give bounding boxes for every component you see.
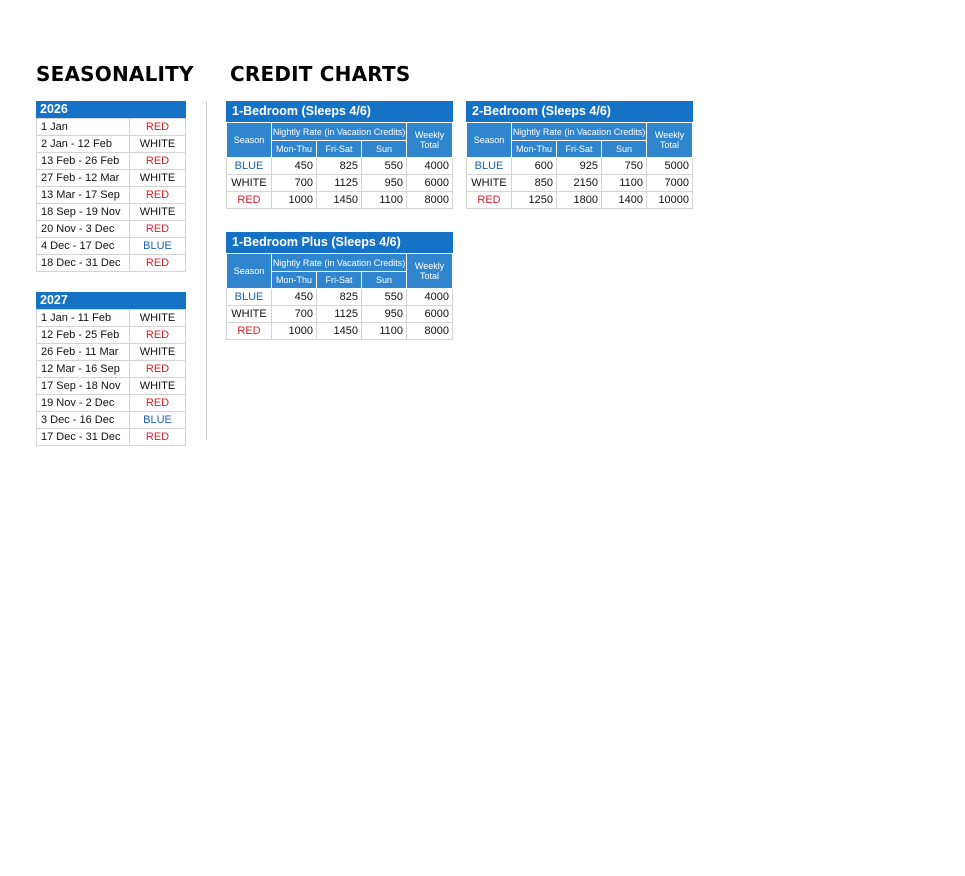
seasonality-year-header: 2027 bbox=[36, 292, 186, 309]
mon-thu-value: 600 bbox=[512, 158, 557, 175]
table-row bbox=[37, 395, 186, 412]
mon-thu-value: 850 bbox=[512, 175, 557, 192]
table-row bbox=[467, 175, 693, 192]
date-range: 27 Feb - 12 Mar bbox=[37, 170, 130, 187]
season-label: RED bbox=[130, 429, 186, 446]
season-label: WHITE bbox=[467, 175, 512, 192]
season-label: WHITE bbox=[130, 170, 186, 187]
season-label: RED bbox=[467, 192, 512, 209]
weekly-total-value: 6000 bbox=[407, 306, 453, 323]
table-row bbox=[37, 378, 186, 395]
weekly-total-value: 8000 bbox=[407, 192, 453, 209]
season-label: WHITE bbox=[227, 306, 272, 323]
credit-table-1-bedroom-plus bbox=[226, 232, 453, 340]
fri-sat-value: 1125 bbox=[317, 306, 362, 323]
weekly-total-value: 7000 bbox=[647, 175, 693, 192]
table-row bbox=[37, 238, 186, 255]
table-row bbox=[37, 170, 186, 187]
fri-sat-value: 1450 bbox=[317, 192, 362, 209]
weekly-total-value: 6000 bbox=[407, 175, 453, 192]
sun-value: 1100 bbox=[362, 323, 407, 340]
fri-sat-value: 1800 bbox=[557, 192, 602, 209]
credit-table-1-bedroom bbox=[226, 101, 453, 209]
weekly-total-value: 4000 bbox=[407, 158, 453, 175]
season-column-header: Season bbox=[227, 123, 272, 158]
nightly-rate-header: Nightly Rate (in Vacation Credits) bbox=[272, 123, 407, 141]
mon-thu-header: Mon-Thu bbox=[512, 141, 557, 158]
season-label: WHITE bbox=[227, 175, 272, 192]
credit-table-title: 2-Bedroom (Sleeps 4/6) bbox=[466, 101, 693, 122]
date-range: 18 Sep - 19 Nov bbox=[37, 204, 130, 221]
date-range: 13 Mar - 17 Sep bbox=[37, 187, 130, 204]
credit-table-2-bedroom bbox=[466, 101, 693, 209]
season-label: WHITE bbox=[130, 344, 186, 361]
table-row bbox=[227, 323, 453, 340]
mon-thu-value: 700 bbox=[272, 306, 317, 323]
sun-value: 750 bbox=[602, 158, 647, 175]
sun-header: Sun bbox=[362, 272, 407, 289]
sun-value: 1100 bbox=[362, 192, 407, 209]
season-label: RED bbox=[227, 192, 272, 209]
table-row bbox=[227, 306, 453, 323]
seasonality-table-2027 bbox=[36, 292, 186, 446]
mon-thu-value: 1250 bbox=[512, 192, 557, 209]
table-row bbox=[467, 158, 693, 175]
season-label: RED bbox=[130, 153, 186, 170]
fri-sat-value: 825 bbox=[317, 289, 362, 306]
weekly-total-value: 8000 bbox=[407, 323, 453, 340]
season-label: RED bbox=[130, 255, 186, 272]
seasonality-heading: SEASONALITY bbox=[36, 62, 194, 86]
table-row bbox=[37, 204, 186, 221]
date-range: 4 Dec - 17 Dec bbox=[37, 238, 130, 255]
season-label: WHITE bbox=[130, 378, 186, 395]
sun-header: Sun bbox=[602, 141, 647, 158]
date-range: 12 Feb - 25 Feb bbox=[37, 327, 130, 344]
weekly-total-header: Weekly Total bbox=[407, 123, 453, 158]
season-label: RED bbox=[227, 323, 272, 340]
sun-value: 550 bbox=[362, 289, 407, 306]
fri-sat-value: 2150 bbox=[557, 175, 602, 192]
seasonality-year-header: 2026 bbox=[36, 101, 186, 118]
season-column-header: Season bbox=[467, 123, 512, 158]
table-row bbox=[37, 327, 186, 344]
mon-thu-value: 450 bbox=[272, 289, 317, 306]
credit-charts-heading: CREDIT CHARTS bbox=[230, 62, 411, 86]
mon-thu-header: Mon-Thu bbox=[272, 272, 317, 289]
sun-value: 1100 bbox=[602, 175, 647, 192]
weekly-total-header: Weekly Total bbox=[407, 254, 453, 289]
season-column-header: Season bbox=[227, 254, 272, 289]
fri-sat-header: Fri-Sat bbox=[317, 272, 362, 289]
season-label: BLUE bbox=[467, 158, 512, 175]
table-row bbox=[37, 153, 186, 170]
date-range: 3 Dec - 16 Dec bbox=[37, 412, 130, 429]
date-range: 26 Feb - 11 Mar bbox=[37, 344, 130, 361]
sun-value: 550 bbox=[362, 158, 407, 175]
mon-thu-value: 1000 bbox=[272, 192, 317, 209]
mon-thu-value: 1000 bbox=[272, 323, 317, 340]
seasonality-table-2026 bbox=[36, 101, 186, 272]
date-range: 18 Dec - 31 Dec bbox=[37, 255, 130, 272]
sun-value: 1400 bbox=[602, 192, 647, 209]
table-row bbox=[37, 344, 186, 361]
mon-thu-value: 700 bbox=[272, 175, 317, 192]
mon-thu-value: 450 bbox=[272, 158, 317, 175]
table-row bbox=[37, 361, 186, 378]
credit-table-title: 1-Bedroom (Sleeps 4/6) bbox=[226, 101, 453, 122]
season-label: BLUE bbox=[227, 158, 272, 175]
table-row bbox=[37, 310, 186, 327]
sun-value: 950 bbox=[362, 175, 407, 192]
sun-header: Sun bbox=[362, 141, 407, 158]
date-range: 17 Sep - 18 Nov bbox=[37, 378, 130, 395]
date-range: 1 Jan - 11 Feb bbox=[37, 310, 130, 327]
table-row bbox=[37, 221, 186, 238]
table-row bbox=[227, 192, 453, 209]
nightly-rate-header: Nightly Rate (in Vacation Credits) bbox=[512, 123, 647, 141]
table-row bbox=[467, 192, 693, 209]
fri-sat-value: 825 bbox=[317, 158, 362, 175]
season-label: WHITE bbox=[130, 204, 186, 221]
season-label: WHITE bbox=[130, 310, 186, 327]
fri-sat-header: Fri-Sat bbox=[317, 141, 362, 158]
date-range: 17 Dec - 31 Dec bbox=[37, 429, 130, 446]
season-label: RED bbox=[130, 395, 186, 412]
sun-value: 950 bbox=[362, 306, 407, 323]
table-row bbox=[227, 175, 453, 192]
date-range: 12 Mar - 16 Sep bbox=[37, 361, 130, 378]
season-label: RED bbox=[130, 187, 186, 204]
season-label: BLUE bbox=[227, 289, 272, 306]
table-row bbox=[37, 187, 186, 204]
weekly-total-value: 5000 bbox=[647, 158, 693, 175]
section-divider bbox=[206, 101, 207, 440]
date-range: 13 Feb - 26 Feb bbox=[37, 153, 130, 170]
date-range: 19 Nov - 2 Dec bbox=[37, 395, 130, 412]
table-row bbox=[37, 255, 186, 272]
nightly-rate-header: Nightly Rate (in Vacation Credits) bbox=[272, 254, 407, 272]
fri-sat-value: 925 bbox=[557, 158, 602, 175]
table-row bbox=[227, 289, 453, 306]
season-label: WHITE bbox=[130, 136, 186, 153]
season-label: RED bbox=[130, 361, 186, 378]
season-label: RED bbox=[130, 119, 186, 136]
weekly-total-header: Weekly Total bbox=[647, 123, 693, 158]
season-label: RED bbox=[130, 221, 186, 238]
season-label: BLUE bbox=[130, 412, 186, 429]
season-label: BLUE bbox=[130, 238, 186, 255]
table-row bbox=[227, 158, 453, 175]
table-row bbox=[37, 119, 186, 136]
table-row bbox=[37, 412, 186, 429]
fri-sat-header: Fri-Sat bbox=[557, 141, 602, 158]
table-row bbox=[37, 429, 186, 446]
fri-sat-value: 1450 bbox=[317, 323, 362, 340]
fri-sat-value: 1125 bbox=[317, 175, 362, 192]
weekly-total-value: 10000 bbox=[647, 192, 693, 209]
credit-table-title: 1-Bedroom Plus (Sleeps 4/6) bbox=[226, 232, 453, 253]
mon-thu-header: Mon-Thu bbox=[272, 141, 317, 158]
table-row bbox=[37, 136, 186, 153]
date-range: 2 Jan - 12 Feb bbox=[37, 136, 130, 153]
date-range: 1 Jan bbox=[37, 119, 130, 136]
season-label: RED bbox=[130, 327, 186, 344]
date-range: 20 Nov - 3 Dec bbox=[37, 221, 130, 238]
weekly-total-value: 4000 bbox=[407, 289, 453, 306]
